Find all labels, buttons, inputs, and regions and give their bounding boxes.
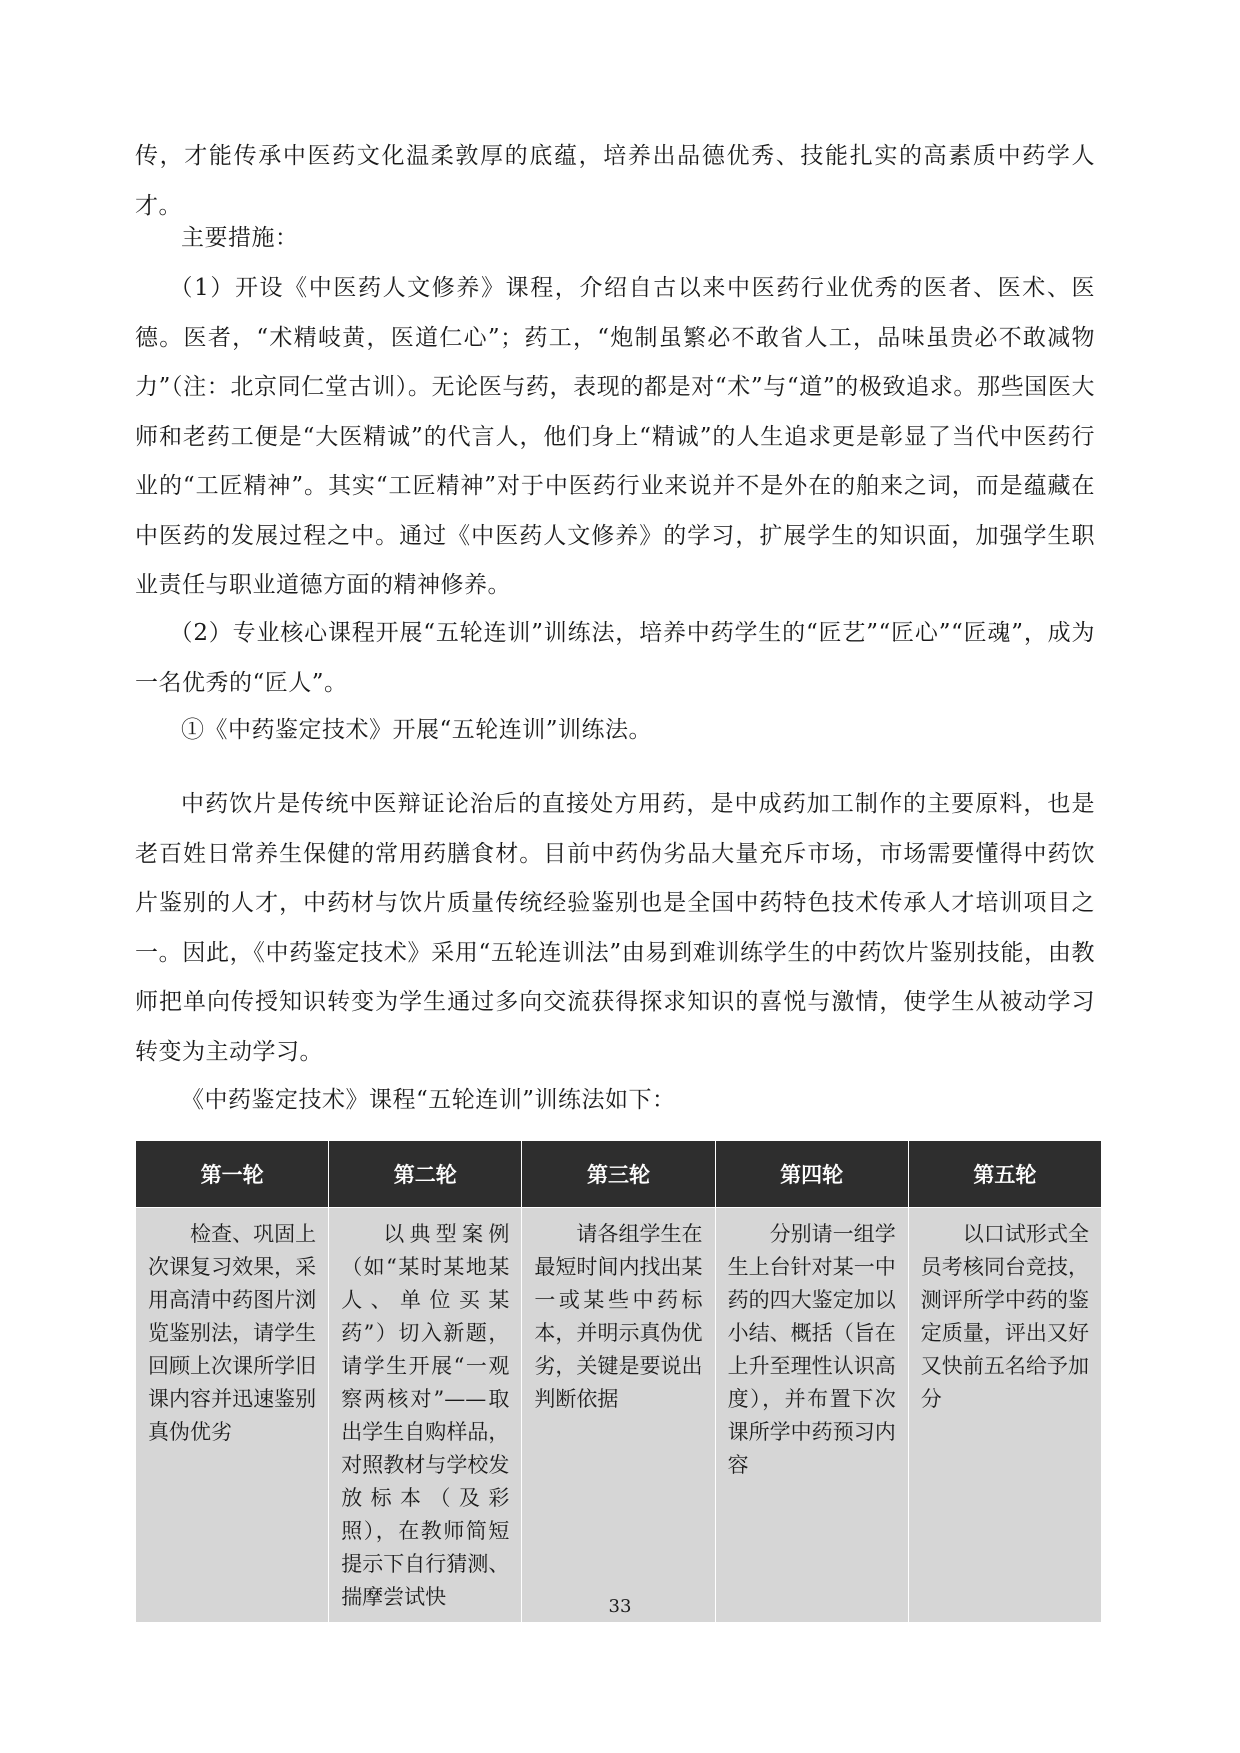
paragraph-measure-1: （1）开设《中医药人文修养》课程，介绍自古以来中医药行业优秀的医者、医术、医德。医者，“术精岐黄，医道仁心”；药工，“炮制虽繁必不敢省人工，品味虽贵必不敢减物力”（注：北京同仁堂古训）。无论医与药，表现的都是对“术”与“道”的极致追求。那些国医大师和老药工便是“大医精诚”的代言人，他们身上“精诚”的人生追求更是彰显了当代中医药行业的“工匠精神”。其实“工匠精神”对于中医药行业来说并不是外在的舶来之词，而是蕴藏在中医药的发展过程之中。通过《中医药人文修养》的学习，扩展学生的知识面，加强学生职业责任与职业道德方面的精神修养。 [135,275,1095,598]
table-header-cell: 第三轮 [522,1141,715,1208]
paragraph-measure-2: （2）专业核心课程开展“五轮连训”训练法，培养中药学生的“匠艺”“匠心”“匠魂”，成为一名优秀的“匠人”。 [135,620,1095,696]
paragraph-herbal-slices: 中药饮片是传统中医辩证论治后的直接处方用药，是中成药加工制作的主要原料，也是老百姓日常养生保健的常用药膳食材。目前中药伪劣品大量充斥市场，市场需要懂得中药饮片鉴别的人才，中药材与饮片质量传统经验鉴别也是全国中药特色技术传承人才培训项目之一。因此，《中药鉴定技术》采用“五轮连训法”由易到难训练学生的中药饮片鉴别技能，由教师把单向传授知识转变为学生通过多向交流获得探求知识的喜悦与激情，使学生从被动学习转变为主动学习。 [135,791,1095,1065]
five-rounds-table [135,1140,1102,1622]
table-cell: 请各组学生在最短时间内找出某一或某些中药标本，并明示真伪优劣，关键是要说出判断依据 [522,1208,715,1623]
table-cell: 分别请一组学生上台针对某一中药的四大鉴定加以小结、概括（旨在上升至理性认识高度），并布置下次课所学中药预习内容 [715,1208,908,1623]
page-number: 33 [608,1596,632,1617]
table-cell: 以口试形式全员考核同台竞技，测评所学中药的鉴定质量，评出又好又快前五名给予加分 [908,1208,1101,1623]
table-cell: 检查、巩固上次课复习效果，采用高清中药图片浏览鉴别法，请学生回顾上次课所学旧课内容并迅速鉴别真伪优劣 [136,1208,329,1623]
paragraph-continuation: 传，才能传承中医药文化温柔敦厚的底蕴，培养出品德优秀、技能扎实的高素质中药学人才。 [135,143,1095,219]
paragraph-table-intro: 《中药鉴定技术》课程“五轮连训”训练法如下： [181,1087,676,1113]
paragraph-main-measures-heading: 主要措施： [181,225,299,251]
paragraph-subsection-1: ①《中药鉴定技术》开展“五轮连训”训练法。 [181,717,653,743]
table-header-cell: 第五轮 [908,1141,1101,1208]
table-header-cell: 第四轮 [715,1141,908,1208]
table-header-cell: 第一轮 [136,1141,329,1208]
table-cell: 以典型案例（如“某时某地某人、单位买某药”）切入新题，请学生开展“一观察两核对”——取出学生自购样品，对照教材与学校发放标本（及彩照），在教师简短提示下自行猜测、揣摩尝试快 [329,1208,522,1623]
table-header-cell: 第二轮 [329,1141,522,1208]
table-row [136,1208,1102,1623]
table-header-row [136,1141,1102,1208]
